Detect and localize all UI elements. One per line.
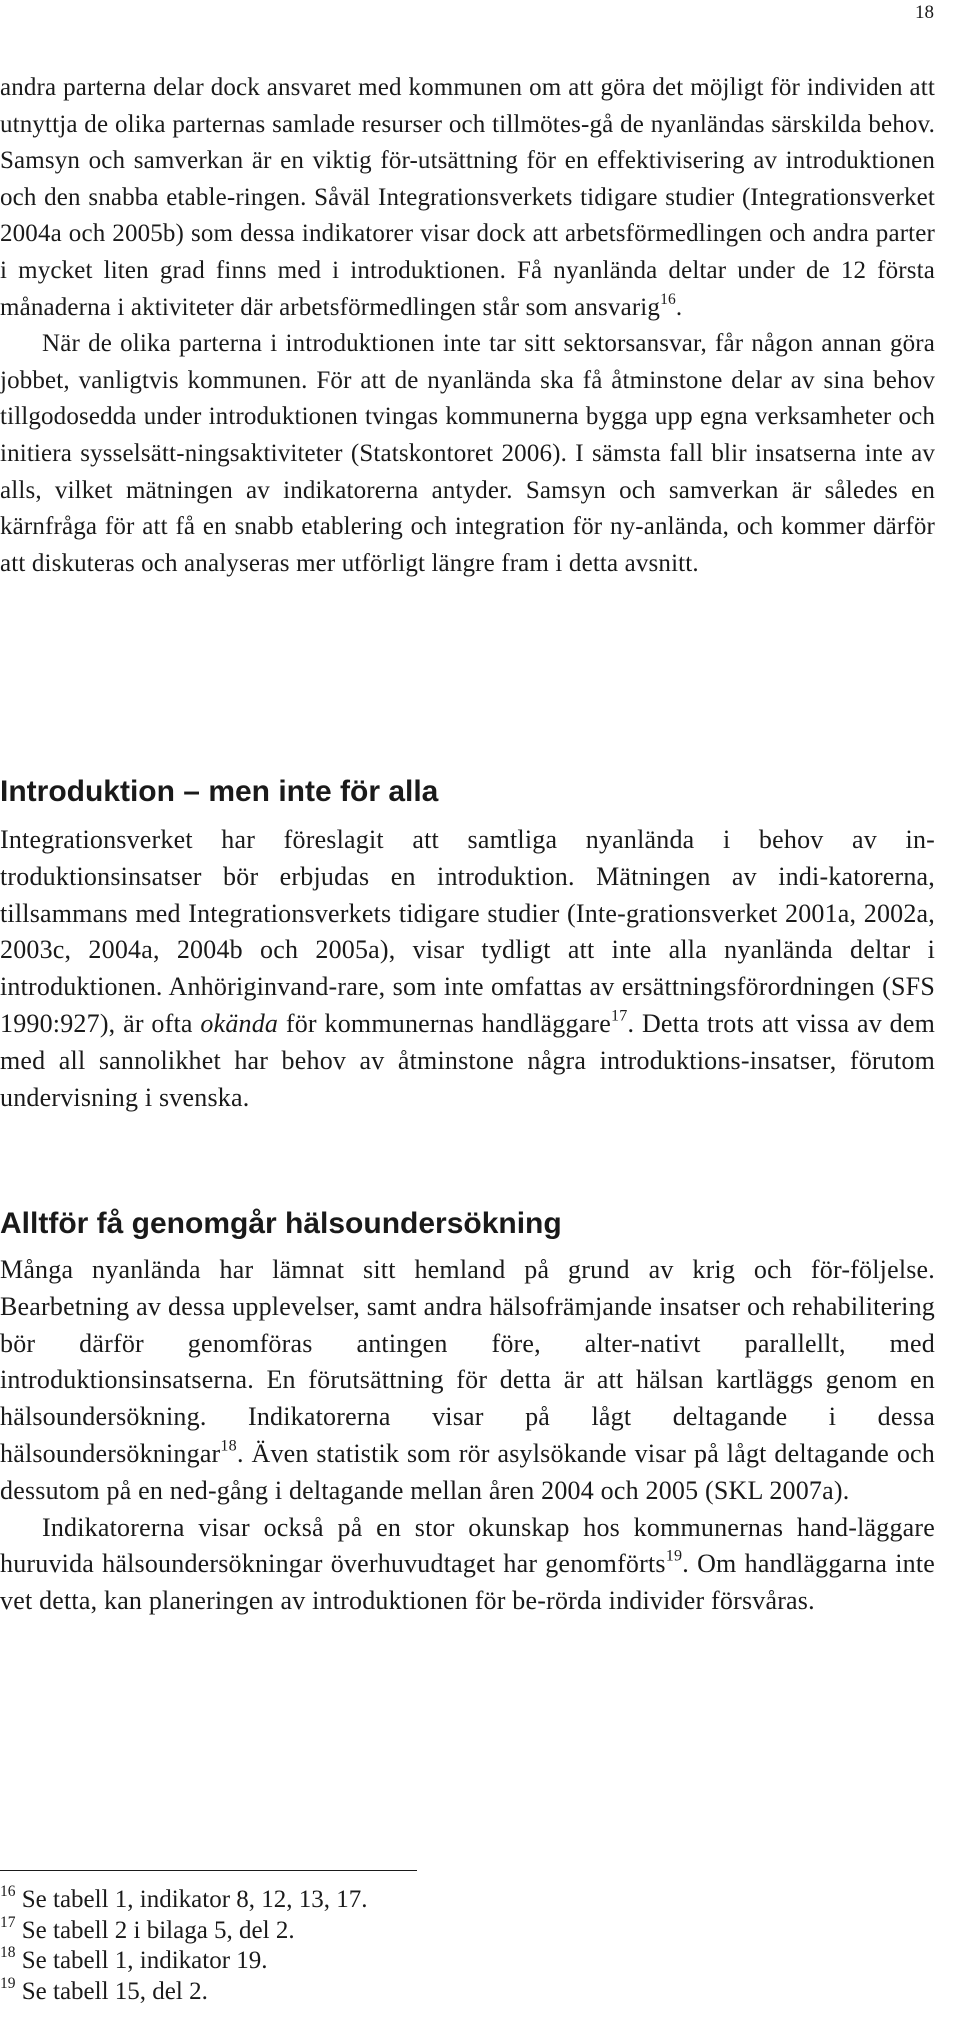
emphasis-text: okända [200, 1008, 279, 1038]
footnote-reference[interactable]: 19 [665, 1548, 683, 1566]
paragraph: Integrationsverket har föreslagit att samtliga nyanlända i behov av in-troduktionsinsatser bör erbjudas en introduktion. Mätningen av indi-katorerna, tillsammans med Integrationsverkets tidigare studier (Inte-grationsverket 2001a, 2002a, 2003c, 2004a, 2004b och 2005a), visar tydligt att inte alla nyanlända deltar i introduktionen. Anhöriginvand-rare, som inte omfattas av ersättningsförordningen (SFS 1990:927), är ofta okända för kommunernas handläggare$^{17}$. Detta trots att vissa av dem med all sannolikhet har behov av åtminstone några introduktions-insatser, förutom undervisning i svenska. [0, 825, 935, 1112]
body-text-section-1 [0, 70, 935, 582]
footnote-17: $^{17}$ Se tabell 2 i bilaga 5, del 2. [0, 1913, 295, 1944]
footnote-divider [0, 1870, 417, 1871]
footnote-number: 19 [0, 1974, 16, 1992]
footnote-reference[interactable]: 17 [611, 1007, 628, 1025]
paragraph: andra parterna delar dock ansvaret med kommunen om att göra det möjligt för individen att utnyttja de olika parternas samlade resurser och tillmötes-gå de nyanländas särskilda behov. Samsyn och samverkan är en viktig för-utsättning för en effektivisering av introduktionen och den snabba etable-ringen. Såväl Integrationsverkets tidigare studier (Integrationsverket 2004a och 2005b) som dessa indikatorer visar dock att arbetsförmedlingen och andra parter i mycket liten grad finns med i introduktionen. Få nyanlända deltar under de 12 första månaderna i aktiviteter där arbetsförmedlingen står som ansvarig$^{16}$. [0, 74, 935, 321]
footnote-reference[interactable]: 16 [660, 290, 676, 308]
footnote-reference[interactable]: 18 [220, 1437, 237, 1455]
body-text-section-2 [0, 822, 935, 1116]
footnote-number: 17 [0, 1913, 16, 1931]
footnote-number: 16 [0, 1883, 16, 1901]
footnote-16: $^{16}$ Se tabell 1, indikator 8, 12, 13, 17. [0, 1883, 368, 1913]
paragraph: När de olika parterna i introduktionen inte tar sitt sektorsansvar, får någon annan göra jobbet, vanligtvis kommunen. För att de nyanlända ska få åtminstone delar av sina behov tillgodosedda under introduktionen tvingas kommunerna bygga upp egna verksamheter och initiera sysselsätt-ningsaktiviteter (Statskontoret 2006). I sämsta fall blir insatserna inte av alls, vilket mätningen av indikatorerna antyder. Samsyn och samverkan är således en kärnfråga för att få en snabb etablering och integration för ny-anlända, och kommer därför att diskuteras och analyseras mer utförligt längre fram i detta avsnitt. [0, 330, 935, 577]
footnotes [0, 1885, 700, 2007]
footnote-18: $^{18}$ Se tabell 1, indikator 19. [0, 1944, 268, 1975]
section-heading-halsoundersokning: Alltför få genomgår hälsoundersökning [0, 1207, 562, 1240]
paragraph: Många nyanlända har lämnat sitt hemland på grund av krig och för-följelse. Bearbetning av dessa upplevelser, samt andra hälsofrämjande insatser och rehabilitering bör därför genomföras antingen före, alter-nativt parallellt, med introduktionsinsatserna. En förutsättning för detta är att hälsan kartläggs genom en hälsoundersökning. Indikatorerna visar på lågt deltagande i dessa hälsoundersökningar$^{18}$. Även statistik som rör asylsökande visar på lågt deltagande och dessutom på en ned-gång i deltagande mellan åren 2004 och 2005 (SKL 2007a). [0, 1255, 935, 1505]
body-text-section-3 [0, 1252, 935, 1620]
paragraph: Indikatorerna visar också på en stor okunskap hos kommunernas hand-läggare huruvida hälsoundersökningar överhuvudtaget har genomförts$^{19}$. Om handläggarna inte vet detta, kan planeringen av introduktionen för be-rörda individer försvåras. [0, 1512, 935, 1616]
footnote-number: 18 [0, 1944, 16, 1962]
section-heading-introduktion: Introduktion – men inte för alla [0, 775, 439, 808]
page-number: 18 [915, 2, 934, 23]
footnote-19: $^{19}$ Se tabell 15, del 2. [0, 1974, 208, 2005]
